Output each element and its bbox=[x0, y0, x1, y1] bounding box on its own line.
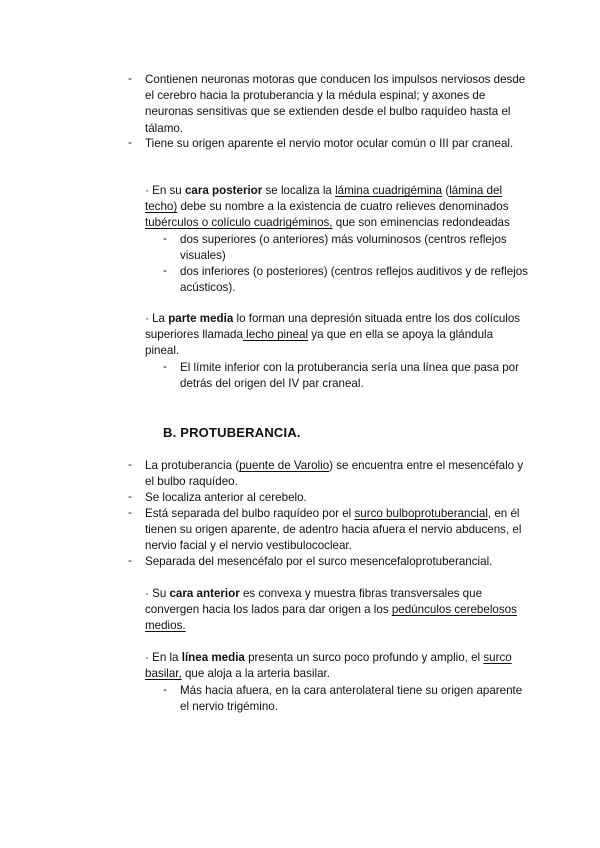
bullet-text: dos superiores (o anteriores) más voluminosos (centros reflejos visuales) bbox=[180, 233, 507, 263]
paragraph-parte-media: · La parte media lo forman una depresión situada entre los dos colículos superiores llamada lecho pineal ya que en ella se apoya la glándula pineal. bbox=[145, 312, 521, 358]
term-lecho-pineal: lecho pineal bbox=[242, 328, 309, 342]
bullet-dash: - bbox=[128, 506, 132, 519]
term-lamina-cuadrigemina: lámina cuadrigémina bbox=[335, 184, 443, 197]
term-cara-anterior: cara anterior bbox=[169, 587, 240, 600]
bullet-text: La protuberancia (puente de Varolio) se encuentra entre el mesencéfalo y el bulbo raquídeo. bbox=[145, 459, 524, 489]
term-pedunculos-cerebelosos: pedúnculos cerebelosos medios. bbox=[145, 603, 517, 633]
bullet-dash: - bbox=[128, 136, 132, 149]
bullet-text: Está separada del bulbo raquídeo por el surco bulboprotuberancial, en él tienen su origen aparente, de adentro hacia afuera el nervio abducens, el nervio facial y el nervio vestibulococlear. bbox=[145, 507, 522, 553]
term-surco-bulboprotuberancial: surco bulboprotuberancial bbox=[354, 507, 488, 520]
term-tuberculos: tubérculos o colículo cuadrigéminos, bbox=[145, 216, 333, 230]
bullet-dash: - bbox=[163, 360, 167, 373]
bullet-dash: - bbox=[163, 232, 167, 245]
term-lamina-del-techo: lámina del techo) bbox=[145, 184, 503, 214]
bullet-text: Se localiza anterior al cerebelo. bbox=[145, 491, 307, 504]
term-puente-de-varolio: puente de Varolio bbox=[239, 459, 330, 472]
term-linea-media: línea media bbox=[181, 651, 245, 664]
bullet-dash: - bbox=[128, 490, 132, 503]
bullet-text: El límite inferior con la protuberancia sería una línea que pasa por detrás del origen del IV par craneal. bbox=[180, 361, 519, 391]
bullet-dash: - bbox=[163, 264, 167, 277]
term-surco-basilar: surco basilar, bbox=[145, 651, 512, 681]
paragraph-cara-posterior: · En su cara posterior se localiza la lámina cuadrigémina (lámina del techo) debe su nombre a la existencia de cuatro relieves denominados tubérculos o colículo cuadrigéminos, que son eminencias redondeadas bbox=[145, 184, 510, 230]
bullet-dash: - bbox=[163, 683, 167, 696]
bullet-text: Separada del mesencéfalo por el surco mesencefaloprotuberancial. bbox=[145, 555, 493, 568]
bullet-text: dos inferiores (o posteriores) (centros reflejos auditivos y de reflejos acústicos). bbox=[180, 265, 528, 295]
bullet-dash: - bbox=[128, 72, 132, 85]
bullet-dash: - bbox=[128, 458, 132, 471]
section-heading: B. PROTUBERANCIA. bbox=[163, 425, 301, 440]
bullet-text: Contienen neuronas motoras que conducen los impulsos nerviosos desde el cerebro hacia la protuberancia y la médula espinal; y axones de neuronas sensitivas que se extienden desde el bulbo raquídeo hasta el tálamo. bbox=[145, 73, 526, 135]
paragraph-cara-anterior: · Su cara anterior es convexa y muestra fibras transversales que convergen hacia los lados para dar origen a los pedúnculos cerebelosos medios. bbox=[145, 587, 517, 633]
paragraph-linea-media: · En la línea media presenta un surco poco profundo y amplio, el surco basilar, que aloja a la arteria basilar. bbox=[145, 651, 512, 681]
bullet-dash: - bbox=[128, 554, 132, 567]
term-parte-media: parte media bbox=[168, 312, 234, 325]
term-cara-posterior: cara posterior bbox=[184, 184, 263, 197]
bullet-text: Más hacia afuera, en la cara anterolateral tiene su origen aparente el nervio trigémino. bbox=[180, 684, 523, 714]
bullet-text: Tiene su origen aparente el nervio motor ocular común o III par craneal. bbox=[145, 137, 514, 150]
